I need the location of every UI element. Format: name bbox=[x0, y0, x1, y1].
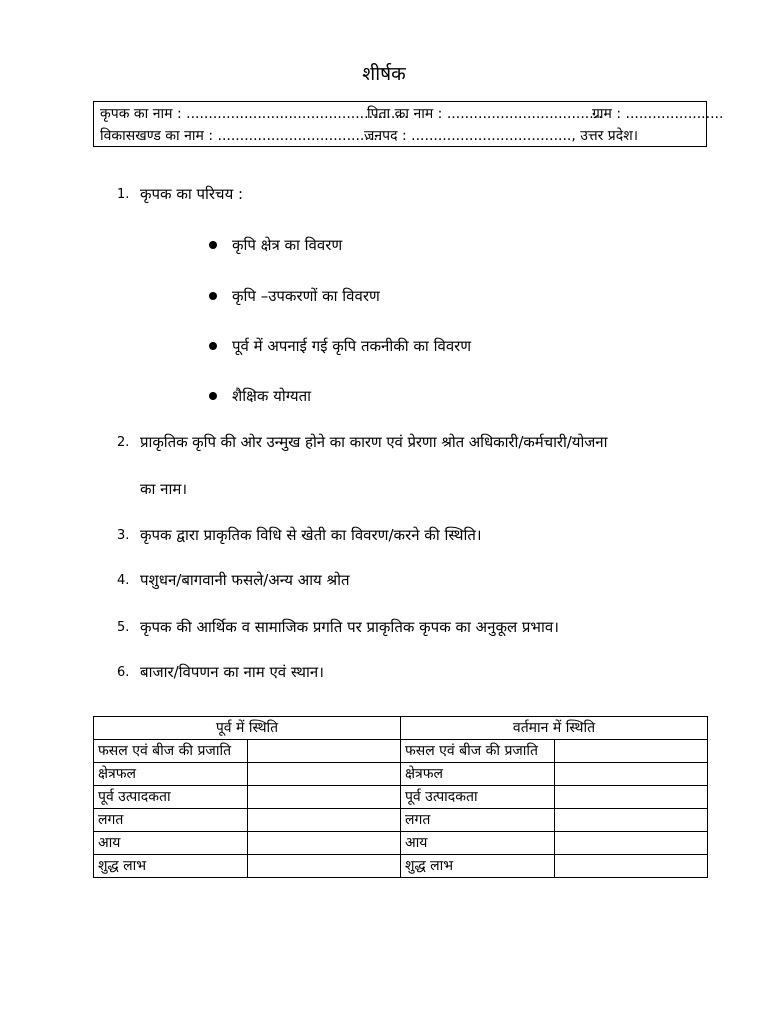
bullet-item: पूर्व में अपनाई गई कृपि तकनीकी का विवरण bbox=[232, 337, 472, 355]
info-row-1 bbox=[94, 103, 724, 125]
blank-cell bbox=[554, 832, 707, 855]
bullet-item: कृपि –उपकरणों का विवरण bbox=[232, 287, 380, 305]
row-label: लगत bbox=[94, 809, 248, 832]
section-number: 3. bbox=[117, 528, 130, 543]
bullet-item: शैक्षिक योग्यता bbox=[232, 387, 312, 405]
village-field: ग्राम : ...................... bbox=[592, 106, 724, 122]
blank-cell bbox=[554, 809, 707, 832]
bullet-item: कृपि क्षेत्र का विवरण bbox=[232, 236, 343, 254]
blank-cell bbox=[247, 832, 400, 855]
farmer-name-field: कृपक का नाम : .................................................. bbox=[100, 106, 409, 122]
header-past-status: पूर्व में स्थिति bbox=[94, 717, 401, 740]
header-current-status: वर्तमान में स्थिति bbox=[400, 717, 707, 740]
section-text: पशुधन/बागवानी फसले/अन्य आय श्रोत bbox=[140, 571, 350, 589]
page-title: शीर्षक bbox=[362, 63, 406, 85]
section-number: 1. bbox=[117, 187, 130, 202]
table-row bbox=[94, 763, 708, 786]
row-label: क्षेत्रफल bbox=[400, 763, 554, 786]
bullet-icon bbox=[209, 292, 217, 300]
section-text: कृपक द्वारा प्राकृतिक विधि से खेती का विवरण/करने की स्थिति। bbox=[140, 526, 482, 544]
row-label: लगत bbox=[400, 809, 554, 832]
section-text: बाजार/विपणन का नाम एवं स्थान। bbox=[140, 663, 324, 681]
status-comparison-table bbox=[93, 716, 708, 878]
section-number: 5. bbox=[117, 620, 130, 635]
table-row bbox=[94, 809, 708, 832]
bullet-icon bbox=[209, 241, 217, 249]
section-text: कृपक का परिचय : bbox=[140, 185, 244, 203]
row-label: क्षेत्रफल bbox=[94, 763, 248, 786]
blank-cell bbox=[247, 809, 400, 832]
table-row bbox=[94, 832, 708, 855]
table-row bbox=[94, 855, 708, 878]
farmer-info-box bbox=[93, 101, 724, 147]
section-text-continued: का नाम। bbox=[140, 480, 188, 498]
section-text: प्राकृतिक कृपि की ओर उन्मुख होने का कारण एवं प्रेरणा श्रोत अधिकारी/कर्मचारी/योजना bbox=[140, 433, 608, 451]
blank-cell bbox=[247, 740, 400, 763]
section-number: 4. bbox=[117, 573, 130, 588]
row-label: आय bbox=[400, 832, 554, 855]
district-field: जनपद : ...................................., उत्तर प्रदेश। bbox=[364, 128, 639, 144]
bullet-icon bbox=[209, 392, 217, 400]
block-name-field: विकासखण्ड का नाम : ..................................... bbox=[100, 128, 383, 144]
info-row-2 bbox=[94, 125, 706, 147]
row-label: शुद्ध लाभ bbox=[400, 855, 554, 878]
table-header-row bbox=[94, 717, 708, 740]
row-label: फसल एवं बीज की प्रजाति bbox=[400, 740, 554, 763]
father-name-field: पिता का नाम : ................................... bbox=[367, 106, 603, 122]
blank-cell bbox=[554, 740, 707, 763]
blank-cell bbox=[554, 786, 707, 809]
section-text: कृपक की आर्थिक व सामाजिक प्रगति पर प्राकृतिक कृपक का अनुकूल प्रभाव। bbox=[140, 618, 559, 636]
blank-cell bbox=[247, 855, 400, 878]
row-label: फसल एवं बीज की प्रजाति bbox=[94, 740, 248, 763]
section-number: 6. bbox=[117, 665, 130, 680]
row-label: पूर्व उत्पादकता bbox=[400, 786, 554, 809]
row-label: आय bbox=[94, 832, 248, 855]
blank-cell bbox=[554, 763, 707, 786]
blank-cell bbox=[554, 855, 707, 878]
table-row bbox=[94, 786, 708, 809]
blank-cell bbox=[247, 763, 400, 786]
section-number: 2. bbox=[117, 435, 130, 450]
bullet-icon bbox=[209, 342, 217, 350]
row-label: शुद्ध लाभ bbox=[94, 855, 248, 878]
table-row bbox=[94, 740, 708, 763]
row-label: पूर्व उत्पादकता bbox=[94, 786, 248, 809]
blank-cell bbox=[247, 786, 400, 809]
